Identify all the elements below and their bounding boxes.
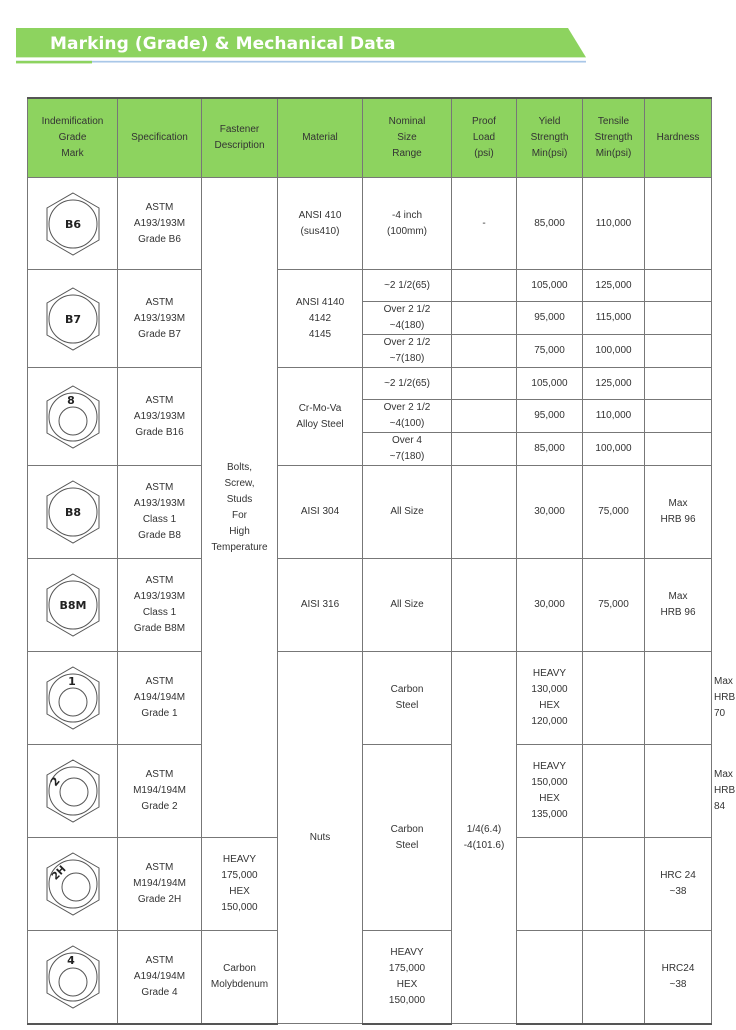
- size-cell: Over 2 1/2 ~4(100): [363, 400, 452, 433]
- tensile-cell: 125,000: [583, 270, 645, 302]
- tensile-cell: [583, 931, 645, 1024]
- col-material: Material: [278, 98, 363, 178]
- page-title: Marking (Grade) & Mechanical Data: [50, 34, 396, 54]
- material-cell: AISI 304: [278, 466, 363, 559]
- grade-mark-label: B8: [64, 506, 81, 519]
- col-yield: Yield Strength Min(psi): [517, 98, 583, 178]
- hex-bolt-icon: [43, 286, 103, 352]
- table-row: [28, 559, 712, 652]
- yield-cell: 95,000: [517, 302, 583, 335]
- size-cell: All Size: [363, 466, 452, 559]
- material-cell: Cr-Mo-Va Alloy Steel: [278, 368, 363, 466]
- proof-cell: [452, 433, 517, 466]
- tensile-cell: 110,000: [583, 178, 645, 270]
- col-tensile: Tensile Strength Min(psi): [583, 98, 645, 178]
- proof-cell: HEAVY 150,000 HEX 135,000: [517, 745, 583, 838]
- grade-table: [27, 97, 736, 1025]
- tensile-cell: 75,000: [583, 466, 645, 559]
- proof-cell: HEAVY 175,000 HEX 150,000: [363, 931, 452, 1024]
- proof-cell: HEAVY 175,000 HEX 150,000: [202, 838, 278, 931]
- mark-cell: [28, 178, 118, 270]
- col-size: Nominal Size Range: [363, 98, 452, 178]
- grade-mark-label: 1: [67, 675, 76, 688]
- col-mark: Indemification Grade Mark: [28, 98, 118, 178]
- material-cell: AISI 316: [278, 559, 363, 652]
- proof-cell: [452, 335, 517, 368]
- spec-cell: ASTM A193/193M Grade B16: [118, 368, 202, 466]
- tensile-cell: 75,000: [583, 559, 645, 652]
- proof-cell: [452, 400, 517, 433]
- yield-cell: 105,000: [517, 368, 583, 400]
- hardness-cell: [645, 368, 712, 400]
- hardness-cell: [645, 302, 712, 335]
- col-proof: Proof Load (psi): [452, 98, 517, 178]
- proof-cell: [452, 466, 517, 559]
- tensile-cell: [645, 652, 712, 745]
- size-cell: Over 2 1/2 ~7(180): [363, 335, 452, 368]
- grade-mark-label: 4: [66, 953, 75, 967]
- yield-cell: 85,000: [517, 433, 583, 466]
- grade-mark-label: 2H: [49, 863, 69, 883]
- grade-mark-label: 8: [66, 393, 75, 407]
- spec-cell: ASTM A193/193M Class 1 Grade B8: [118, 466, 202, 559]
- proof-cell: [452, 559, 517, 652]
- yield-cell: [583, 652, 645, 745]
- proof-cell: -: [452, 178, 517, 270]
- table-row: [28, 178, 712, 270]
- mark-cell: [28, 931, 118, 1024]
- hex-bolt-icon: [43, 572, 103, 638]
- material-cell: ANSI 4140 4142 4145: [278, 270, 363, 368]
- size-cell: All Size: [363, 559, 452, 652]
- tensile-cell: 100,000: [583, 433, 645, 466]
- table-row: [28, 270, 712, 302]
- description-bolts: Bolts, Screw, Studs For High Temperature: [202, 178, 278, 838]
- proof-cell: HEAVY 130,000 HEX 120,000: [517, 652, 583, 745]
- spec-cell: ASTM A193/193M Grade B6: [118, 178, 202, 270]
- yield-cell: 30,000: [517, 559, 583, 652]
- mark-cell: [28, 652, 118, 745]
- hardness-cell: HRC24 ~38: [645, 931, 712, 1024]
- col-specification: Specification: [118, 98, 202, 178]
- table-row: [28, 368, 712, 400]
- proof-cell: [452, 302, 517, 335]
- yield-cell: 30,000: [517, 466, 583, 559]
- mark-cell: [28, 466, 118, 559]
- grade-mark-label: B8M: [59, 599, 86, 612]
- mark-cell: [28, 368, 118, 466]
- yield-cell: 95,000: [517, 400, 583, 433]
- material-cell: Carbon Steel: [363, 745, 452, 931]
- table-row: [28, 931, 712, 1024]
- spec-cell: ASTM A194/194M Grade 4: [118, 931, 202, 1024]
- hex-nut-icon: [43, 758, 103, 824]
- yield-cell: [517, 931, 583, 1024]
- table-row: [28, 466, 712, 559]
- tensile-cell: 115,000: [583, 302, 645, 335]
- col-hardness: Hardness: [645, 98, 712, 178]
- proof-cell: [452, 270, 517, 302]
- size-cell: ~2 1/2(65): [363, 270, 452, 302]
- hex-bolt-icon: [43, 479, 103, 545]
- hex-nut-icon: [43, 384, 103, 450]
- mark-cell: [28, 270, 118, 368]
- yield-cell: [583, 745, 645, 838]
- size-cell-nuts: 1/4(6.4) -4(101.6): [452, 652, 517, 1024]
- size-cell: -4 inch (100mm): [363, 178, 452, 270]
- hex-nut-icon: [43, 851, 103, 917]
- table-row: 2 ASTM M194/194M Grade 2 Carbon Steel HEAVY 150,000 HEX 135,000 Max HRB 84: [28, 745, 712, 838]
- material-cell: Carbon Molybdenum: [202, 931, 278, 1024]
- mark-cell: [28, 745, 118, 838]
- tensile-cell: [583, 838, 645, 931]
- spec-cell: ASTM M194/194M Grade 2H: [118, 838, 202, 931]
- grade-mark-label: B7: [64, 312, 81, 326]
- proof-cell: [452, 368, 517, 400]
- hex-nut-icon: [43, 665, 103, 731]
- yield-cell: 75,000: [517, 335, 583, 368]
- hardness-cell: Max HRB 96: [645, 559, 712, 652]
- grade-mark-label: B6: [64, 217, 81, 231]
- hardness-cell: HRC 24 ~38: [645, 838, 712, 931]
- tensile-cell: 125,000: [583, 368, 645, 400]
- hardness-cell: [645, 400, 712, 433]
- yield-cell: 85,000: [517, 178, 583, 270]
- tensile-cell: 110,000: [583, 400, 645, 433]
- mark-cell: [28, 838, 118, 931]
- size-cell: ~2 1/2(65): [363, 368, 452, 400]
- spec-cell: ASTM M194/194M Grade 2: [118, 745, 202, 838]
- spec-cell: ASTM A193/193M Grade B7: [118, 270, 202, 368]
- yield-cell: [517, 838, 583, 931]
- mark-cell: [28, 559, 118, 652]
- tensile-cell: 100,000: [583, 335, 645, 368]
- table-header: [28, 98, 712, 178]
- hardness-cell: [645, 270, 712, 302]
- size-cell: Over 4 ~7(180): [363, 433, 452, 466]
- description-nuts: Nuts: [278, 652, 363, 1024]
- hardness-cell: [645, 178, 712, 270]
- material-cell: Carbon Steel: [363, 652, 452, 745]
- col-description: Fastener Description: [202, 98, 278, 178]
- yield-cell: 105,000: [517, 270, 583, 302]
- hardness-cell: [645, 433, 712, 466]
- hex-nut-icon: [43, 944, 103, 1010]
- tensile-cell: [645, 745, 712, 838]
- table-row: 1 ASTM A194/194M Grade 1 Nuts Carbon Steel 1/4(6.4) -4(101.6) HEAVY 130,000 HEX 120,000 Max HRB 70: [28, 652, 712, 745]
- grade-mark-label: 2: [47, 774, 63, 789]
- material-cell: ANSI 410 (sus410): [278, 178, 363, 270]
- spec-cell: ASTM A194/194M Grade 1: [118, 652, 202, 745]
- hex-bolt-icon: [43, 191, 103, 257]
- hardness-cell: [645, 335, 712, 368]
- hardness-cell: Max HRB 96: [645, 466, 712, 559]
- size-cell: Over 2 1/2 ~4(180): [363, 302, 452, 335]
- spec-cell: ASTM A193/193M Class 1 Grade B8M: [118, 559, 202, 652]
